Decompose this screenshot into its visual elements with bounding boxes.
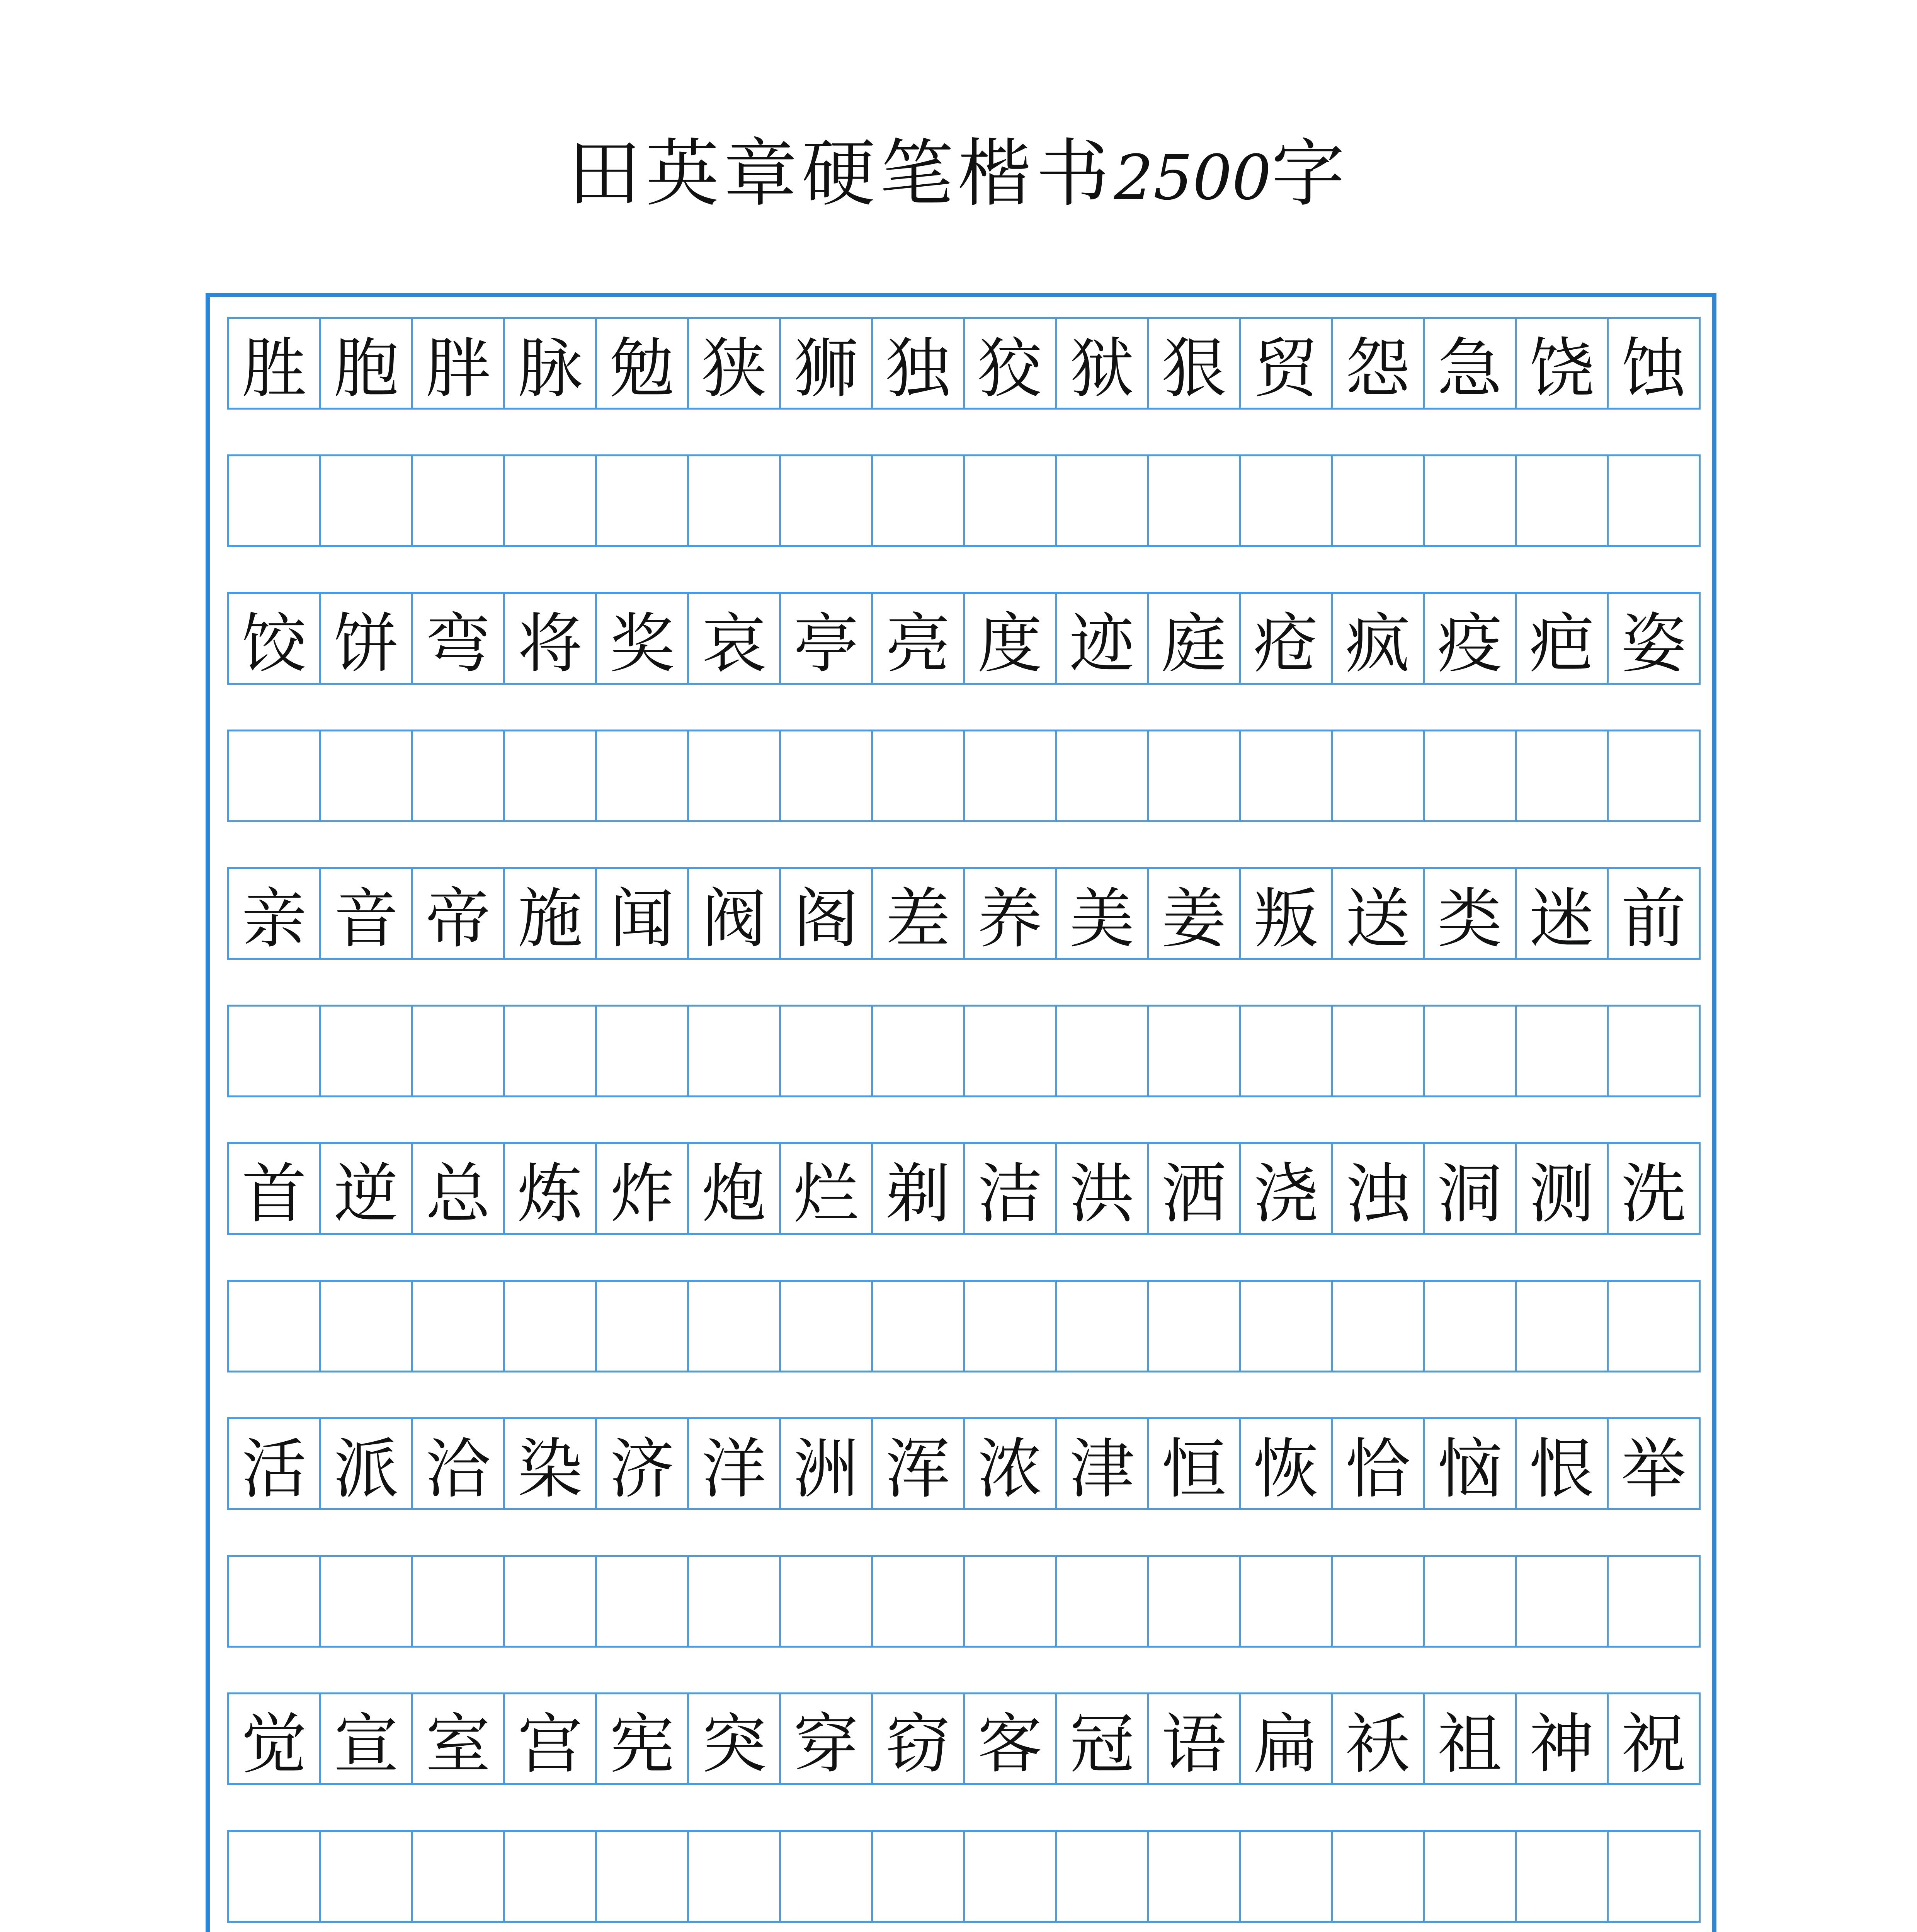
character-cell: 迷 (1517, 869, 1609, 958)
character-cell: 帝 (413, 869, 505, 958)
character-cell: 总 (413, 1144, 505, 1233)
character-cell: 疫 (1425, 594, 1517, 683)
character-cell: 亭 (781, 594, 873, 683)
practice-cell (1057, 731, 1149, 820)
practice-cell (321, 1557, 413, 1646)
practice-cell (1333, 1007, 1425, 1095)
practice-cell (1149, 1832, 1241, 1921)
character-row (227, 867, 1701, 960)
character-cell: 独 (873, 319, 965, 408)
character-cell: 美 (1057, 869, 1149, 958)
character-cell: 怨 (1333, 319, 1425, 408)
character-cell: 语 (1149, 1694, 1241, 1783)
practice-cell (1241, 731, 1333, 820)
character-row (227, 592, 1701, 685)
character-cell: 客 (965, 1694, 1057, 1783)
character-cell: 养 (965, 869, 1057, 958)
character-cell: 穿 (781, 1694, 873, 1783)
character-cell: 觉 (229, 1694, 321, 1783)
practice-cell (1057, 1557, 1149, 1646)
character-cell: 恒 (1149, 1419, 1241, 1508)
page-title (0, 116, 1917, 232)
practice-cell (413, 1832, 505, 1921)
practice-row (227, 454, 1701, 547)
character-cell: 洪 (1057, 1144, 1149, 1233)
character-cell: 音 (321, 869, 413, 958)
practice-cell (689, 731, 781, 820)
practice-cell (965, 1557, 1057, 1646)
practice-cell (1149, 456, 1241, 545)
character-cell: 胜 (229, 319, 321, 408)
practice-cell (1241, 1282, 1333, 1371)
practice-cell (1517, 1557, 1609, 1646)
practice-cell (1149, 1557, 1241, 1646)
practice-cell (1425, 1282, 1517, 1371)
practice-cell (1609, 1557, 1699, 1646)
character-cell: 炼 (505, 1144, 597, 1233)
practice-cell (1057, 456, 1149, 545)
character-cell: 测 (1517, 1144, 1609, 1233)
practice-cell (1609, 731, 1699, 820)
practice-cell (689, 1007, 781, 1095)
practice-cell (965, 1832, 1057, 1921)
character-cell: 庭 (1149, 594, 1241, 683)
practice-cell (321, 731, 413, 820)
practice-cell (689, 1832, 781, 1921)
practice-cell (781, 1282, 873, 1371)
practice-cell (689, 456, 781, 545)
character-cell: 扁 (1241, 1694, 1333, 1783)
practice-cell (1149, 1007, 1241, 1095)
practice-cell (1241, 1007, 1333, 1095)
character-cell: 洁 (965, 1144, 1057, 1233)
practice-cell (1241, 456, 1333, 545)
character-cell: 胞 (321, 319, 413, 408)
practice-cell (965, 731, 1057, 820)
character-cell: 派 (321, 1419, 413, 1508)
character-cell: 狡 (965, 319, 1057, 408)
practice-cell (1241, 1832, 1333, 1921)
character-cell: 浊 (1333, 1144, 1425, 1233)
character-cell: 狭 (689, 319, 781, 408)
practice-cell (597, 731, 689, 820)
character-cell: 济 (597, 1419, 689, 1508)
practice-cell (1333, 731, 1425, 820)
practice-cell (1057, 1007, 1149, 1095)
practice-cell (229, 1007, 321, 1095)
practice-cell (1609, 456, 1699, 545)
character-cell: 亲 (229, 869, 321, 958)
practice-cell (781, 1832, 873, 1921)
character-cell: 冠 (1057, 1694, 1149, 1783)
practice-cell (413, 1557, 505, 1646)
practice-cell (873, 731, 965, 820)
practice-cell (505, 1832, 597, 1921)
practice-cell (689, 1282, 781, 1371)
character-cell: 宪 (597, 1694, 689, 1783)
practice-cell (1425, 731, 1517, 820)
practice-cell (597, 1832, 689, 1921)
character-cell: 姜 (1149, 869, 1241, 958)
practice-cell (597, 1007, 689, 1095)
practice-cell (1149, 731, 1241, 820)
practice-cell (413, 731, 505, 820)
character-cell: 洞 (1425, 1144, 1517, 1233)
practice-cell (1333, 456, 1425, 545)
character-cell: 洒 (1149, 1144, 1241, 1233)
character-cell: 施 (505, 869, 597, 958)
practice-cell (965, 1007, 1057, 1095)
practice-cell (1425, 1007, 1517, 1095)
character-cell: 叛 (1241, 869, 1333, 958)
practice-cell (505, 1282, 597, 1371)
character-cell: 袄 (1333, 1694, 1425, 1783)
character-cell: 差 (873, 869, 965, 958)
character-cell: 烂 (781, 1144, 873, 1233)
practice-cell (1517, 456, 1609, 545)
character-cell: 炮 (689, 1144, 781, 1233)
character-cell: 恨 (1517, 1419, 1609, 1508)
character-cell: 蚀 (1621, 330, 1686, 406)
character-cell: 闻 (597, 869, 689, 958)
practice-cell (505, 1007, 597, 1095)
practice-cell (321, 1282, 413, 1371)
character-cell: 炸 (597, 1144, 689, 1233)
character-cell: 恰 (1333, 1419, 1425, 1508)
practice-cell (1517, 1007, 1609, 1095)
practice-cell (229, 1557, 321, 1646)
character-cell: 阁 (781, 869, 873, 958)
character-cell: 勉 (597, 319, 689, 408)
character-cell: 弯 (413, 594, 505, 683)
character-cell: 浇 (1241, 1144, 1333, 1233)
character-cell: 洗 (1621, 1156, 1686, 1232)
character-cell: 脉 (505, 319, 597, 408)
practice-cell (229, 456, 321, 545)
practice-cell (1517, 731, 1609, 820)
practice-cell (413, 1282, 505, 1371)
character-row (227, 1692, 1701, 1785)
character-cell: 津 (1057, 1419, 1149, 1508)
character-cell: 窃 (873, 1694, 965, 1783)
practice-cell (1241, 1557, 1333, 1646)
practice-cell (965, 456, 1057, 545)
practice-cell (1517, 1282, 1609, 1371)
practice-cell (1609, 1832, 1699, 1921)
practice-cell (505, 731, 597, 820)
practice-cell (229, 1282, 321, 1371)
practice-cell (597, 456, 689, 545)
practice-cell (1425, 456, 1517, 545)
character-cell: 洽 (413, 1419, 505, 1508)
practice-cell (321, 1832, 413, 1921)
character-cell: 胖 (413, 319, 505, 408)
practice-cell (1333, 1557, 1425, 1646)
practice-cell (321, 456, 413, 545)
practice-row (227, 730, 1701, 822)
character-row (227, 317, 1701, 410)
practice-cell (781, 1557, 873, 1646)
practice-cell (781, 456, 873, 545)
title-main: 田英章硬笔楷书 (567, 131, 1114, 216)
character-cell: 逆 (321, 1144, 413, 1233)
character-cell: 恢 (1241, 1419, 1333, 1508)
character-cell: 姿 (1621, 605, 1686, 682)
character-cell: 剃 (873, 1144, 965, 1233)
practice-cell (229, 731, 321, 820)
character-cell: 活 (229, 1419, 321, 1508)
character-cell: 迹 (1057, 594, 1149, 683)
character-cell: 贸 (1241, 319, 1333, 408)
character-cell: 饼 (321, 594, 413, 683)
title-suffix: 字 (1271, 131, 1350, 216)
character-cell: 祝 (1621, 1706, 1686, 1782)
character-cell: 疯 (1333, 594, 1425, 683)
character-cell: 神 (1517, 1694, 1609, 1783)
character-cell: 亮 (873, 594, 965, 683)
practice-cell (597, 1557, 689, 1646)
practice-cell (505, 456, 597, 545)
character-cell: 狠 (1149, 319, 1241, 408)
character-cell: 急 (1425, 319, 1517, 408)
character-cell: 将 (505, 594, 597, 683)
character-cell: 阀 (689, 869, 781, 958)
practice-cell (781, 1007, 873, 1095)
character-cell: 恼 (1425, 1419, 1517, 1508)
character-cell: 送 (1333, 869, 1425, 958)
practice-cell (1609, 1007, 1699, 1095)
character-cell: 举 (1621, 1431, 1686, 1507)
practice-cell (597, 1282, 689, 1371)
practice-cell (689, 1557, 781, 1646)
practice-cell (1149, 1282, 1241, 1371)
character-cell: 狮 (781, 319, 873, 408)
practice-cell (229, 1832, 321, 1921)
practice-cell (1425, 1557, 1517, 1646)
practice-cell (781, 731, 873, 820)
character-cell: 祖 (1425, 1694, 1517, 1783)
practice-cell (321, 1007, 413, 1095)
practice-cell (873, 1557, 965, 1646)
practice-cell (873, 1282, 965, 1371)
character-cell: 浓 (965, 1419, 1057, 1508)
character-cell: 染 (505, 1419, 597, 1508)
character-cell: 狱 (1057, 319, 1149, 408)
character-cell: 类 (1425, 869, 1517, 958)
character-cell: 宫 (505, 1694, 597, 1783)
character-row (227, 1142, 1701, 1235)
practice-cell (1057, 1832, 1149, 1921)
practice-cell (413, 1007, 505, 1095)
practice-cell (1333, 1282, 1425, 1371)
practice-row (227, 1555, 1701, 1648)
practice-cell (1333, 1832, 1425, 1921)
practice-row (227, 1830, 1701, 1923)
practice-cell (1609, 1282, 1699, 1371)
practice-cell (1517, 1832, 1609, 1921)
practice-row (227, 1280, 1701, 1372)
character-cell: 室 (413, 1694, 505, 1783)
character-cell: 疮 (1241, 594, 1333, 683)
character-cell: 洋 (689, 1419, 781, 1508)
practice-cell (873, 1007, 965, 1095)
character-cell: 疤 (1517, 594, 1609, 683)
character-cell: 浑 (873, 1419, 965, 1508)
practice-cell (1425, 1832, 1517, 1921)
practice-cell (413, 456, 505, 545)
character-cell: 奖 (597, 594, 689, 683)
practice-cell (505, 1557, 597, 1646)
character-row (227, 1417, 1701, 1510)
practice-cell (873, 1832, 965, 1921)
character-cell: 饺 (229, 594, 321, 683)
character-cell: 度 (965, 594, 1057, 683)
practice-cell (1057, 1282, 1149, 1371)
title-number: 2500 (1114, 141, 1272, 214)
character-cell: 首 (229, 1144, 321, 1233)
practice-cell (873, 456, 965, 545)
practice-row (227, 1005, 1701, 1097)
character-cell: 饶 (1517, 319, 1609, 408)
character-cell: 宣 (321, 1694, 413, 1783)
character-cell: 哀 (689, 594, 781, 683)
character-cell: 洲 (781, 1419, 873, 1508)
practice-cell (965, 1282, 1057, 1371)
character-cell: 前 (1621, 881, 1686, 957)
character-cell: 突 (689, 1694, 781, 1783)
